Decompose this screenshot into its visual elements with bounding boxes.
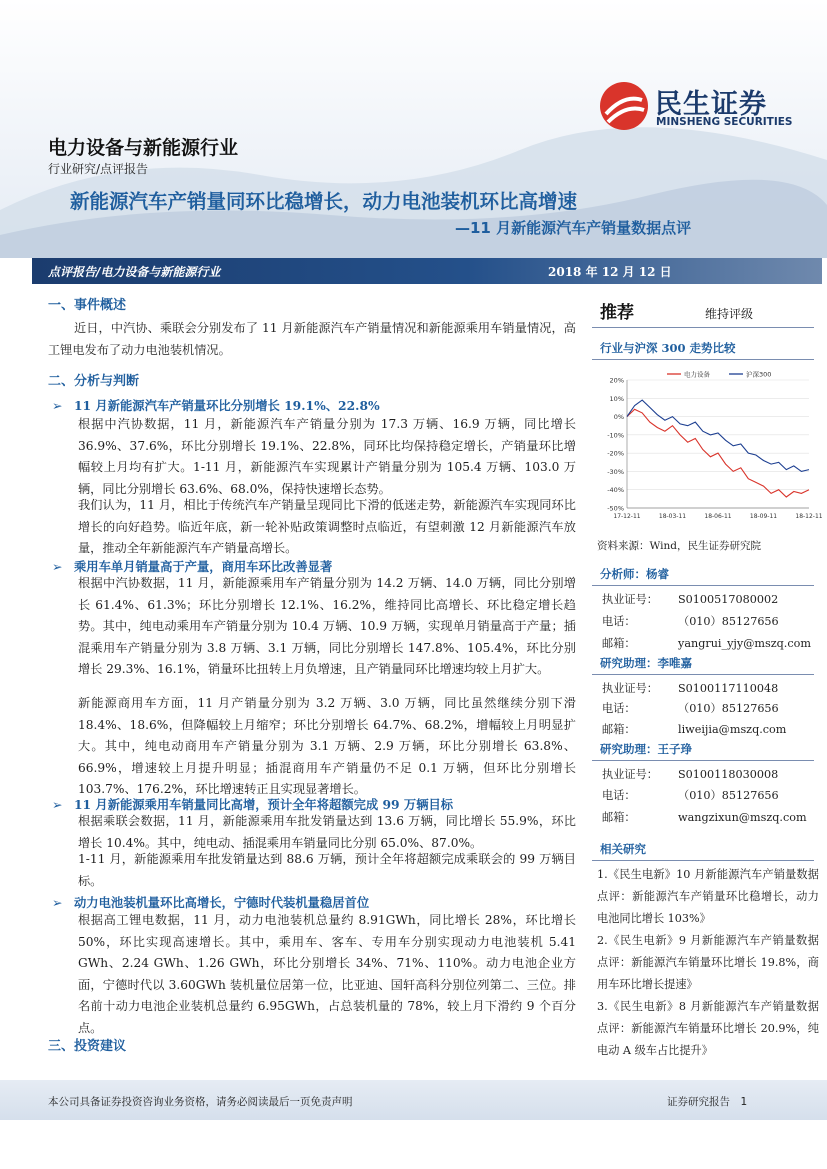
x-tick-label: 18-03-11 [658, 513, 687, 520]
x-tick-label: 18-12-11 [795, 513, 823, 520]
bullet-3-para-1: 根据乘联会数据，11 月，新能源乘用车批发销量达到 13.6 万辆，同比增长 55.9%，环比增长 10.4%。其中，纯电动、插混乘用车销量同比分别 65.0%、87.0%。 [78, 814, 576, 850]
x-tick-label: 18-09-11 [749, 513, 778, 520]
logo-text-en: MINSHENG SECURITIES [656, 116, 793, 128]
related-item[interactable]: 1.《民生电新》10 月新能源汽车产销量数据点评：新能源汽车产销量环比稳增长，动力电池同比增长 103%》 [597, 868, 819, 925]
series-line-沪深300 [627, 400, 809, 471]
related-item[interactable]: 3.《民生电新》8 月新能源汽车产销量数据点评：新能源汽车销量环比增长 20.9%，纯电动 A 级车占比提升》 [597, 1000, 819, 1057]
y-tick-label: -20% [607, 449, 624, 458]
assistant2-license: 执业证号： S0100118030008 [602, 768, 779, 781]
bullet-1-text: 11 月新能源汽车产销量环比分别增长 19.1%、22.8% [74, 398, 380, 413]
section-analysis-title: 二、分析与判断 [48, 374, 140, 389]
rating-note: 维持评级 [705, 307, 754, 321]
bullet-4-text: 动力电池装机量环比高增长，宁德时代装机量稳居首位 [74, 895, 370, 910]
y-tick-label: 0% [613, 413, 624, 422]
chart-grid [627, 380, 809, 508]
section-invest-title: 三、投资建议 [48, 1039, 127, 1054]
bullet-1-para-2: 我们认为，11 月，相比于传统汽车产销量呈现同比下滑的低迷走势，新能源汽车实现同环比增长的向好趋势。临近年底，新一轮补贴政策调整时点临近，有望刺激 12 月新能源汽车放量，推动全年新能源汽车产销量高增长。 [78, 498, 576, 556]
footer-disclaimer: 本公司具备证券投资咨询业务资格，请务必阅读最后一页免责声明 [48, 1096, 353, 1108]
analyst-heading: 分析师：杨睿 [592, 566, 814, 586]
industry-title: 电力设备与新能源行业 [48, 137, 239, 159]
footer-page: 证券研究报告 1 [667, 1096, 748, 1108]
bullet-4-para-1: 根据高工锂电数据，11 月，动力电池装机总量约 8.91GWh，同比增长 28%，环比增长 50%，环比实现高速增长。其中，乘用车、客车、专用车分别实现动力电池装机 5.41 GWh、2.24 GWh、1.26 GWh，环比分别增长 34%、71%、110%。动力电池企业方面，宁德时代以 3.60GWh 装机量位居第一位，比亚迪、国轩高科分别位列第二、三位。排名前十动力电池企业装机总量约 6.95GWh，占总装机量的 78%，较上月下滑约 9 个百分点。 [78, 913, 576, 1035]
report-sub-title: —11 月新能源汽车产销量数据点评 [455, 219, 692, 237]
bullet-1-title [52, 396, 380, 414]
arrow-bullet-icon: ➢ [52, 560, 63, 574]
y-tick-label: -50% [607, 504, 624, 513]
y-tick-label: -30% [607, 467, 624, 476]
chart-series [627, 400, 809, 497]
recommendation: 推荐 [600, 303, 634, 323]
y-tick-label: 10% [609, 394, 624, 403]
y-tick-label: -10% [607, 431, 624, 440]
chart-source: 资料来源：Wind，民生证券研究院 [597, 540, 761, 552]
bullet-4-title [52, 893, 369, 911]
analyst-license: 执业证号： S0100517080002 [602, 593, 779, 606]
y-tick-label: 20% [609, 376, 624, 385]
trend-chart [597, 368, 823, 528]
arrow-bullet-icon: ➢ [52, 399, 63, 413]
arrow-bullet-icon: ➢ [52, 896, 63, 910]
x-tick-label: 18-06-11 [704, 513, 732, 520]
bullet-2-text: 乘用车单月销量高于产量，商用车环比改善显著 [74, 559, 333, 574]
bullet-3-text: 11 月新能源乘用车销量同比高增，预计全年将超额完成 99 万辆目标 [74, 797, 454, 812]
section-event-body: 近日，中汽协、乘联会分别发布了 11 月新能源汽车产销量情况和新能源乘用车销量情况，高工锂电发布了动力电池装机情况。 [48, 321, 576, 357]
y-tick-label: -40% [607, 486, 624, 495]
report-date: 2018 年 12 月 12 日 [548, 265, 672, 279]
chart-y-axis [607, 377, 624, 513]
arrow-bullet-icon: ➢ [52, 798, 63, 812]
assistant2-heading: 研究助理：王子琤 [592, 741, 814, 761]
related-item[interactable]: 2.《民生电新》9 月新能源汽车产销量数据点评：新能源汽车销量环比增长 19.8%，商用车环比增长提速》 [597, 934, 819, 991]
related-heading: 相关研究 [592, 841, 814, 861]
bullet-1-para-1: 根据中汽协数据，11 月，新能源汽车产销量分别为 17.3 万辆、16.9 万辆，同比增长 36.9%、37.6%，环比分别增长 19.1%、22.8%，同环比均保持稳定增长，产销量环比增幅较上月均有扩大。1-11 月，新能源汽车实现累计产销量分别为 105.4 万辆、103.0 万辆，同比分别增长 63.6%、68.0%，保持快速增长态势。 [78, 417, 576, 496]
legend-label: 电力设备 [684, 370, 710, 379]
divider [592, 327, 814, 328]
section-event-title: 一、事件概述 [48, 298, 127, 313]
chart-legend [667, 370, 771, 379]
analyst-phone: 电话： （010）85127656 [602, 615, 779, 628]
report-main-title: 新能源汽车产销量同环比稳增长，动力电池装机环比高增速 [70, 190, 578, 213]
assistant1-heading: 研究助理：李唯嘉 [592, 655, 814, 675]
analyst-email[interactable]: 邮箱： yangrui_yjy@mszq.com [602, 637, 811, 650]
chart-x-axis [613, 513, 822, 520]
assistant2-email[interactable]: 邮箱： wangzixun@mszq.com [602, 811, 807, 824]
report-type: 行业研究/点评报告 [48, 162, 149, 176]
legend-label: 沪深300 [746, 370, 772, 379]
chart-heading: 行业与沪深 300 走势比较 [592, 340, 814, 360]
bullet-2-para-1: 根据中汽协数据，11 月，新能源乘用车产销量分别为 14.2 万辆、14.0 万辆，同比分别增长 61.4%、61.3%；环比分别增长 12.1%、16.2%，维持同比高增长、环比稳定增长趋势。其中，纯电动乘用车产销量分别为 10.4 万辆、10.9 万辆，实现单月销量高于产量；插混乘用车产销量分别为 3.8 万辆、3.1 万辆，同比分别增长 147.8%、105.4%，环比分别增长 29.3%、16.1%，销量环比扭转上月负增速，且产销量同环比增速均较上月扩大。 [78, 576, 576, 677]
bar-category: 点评报告/电力设备与新能源行业 [48, 265, 221, 279]
assistant1-email[interactable]: 邮箱： liweijia@mszq.com [602, 723, 787, 736]
x-tick-label: 17-12-11 [613, 513, 641, 520]
bullet-3-para-2: 1-11 月，新能源乘用车批发销量达到 88.6 万辆，预计全年将超额完成乘联会的 99 万辆目标。 [78, 852, 576, 888]
assistant1-phone: 电话： （010）85127656 [602, 702, 779, 715]
logo-text-cn: 民生证券 [655, 89, 767, 120]
assistant1-license: 执业证号： S0100117110048 [602, 682, 779, 695]
bullet-2-para-2: 新能源商用车方面，11 月产销量分别为 3.2 万辆、3.0 万辆，同比虽然继续分别下滑 18.4%、18.6%，但降幅较上月缩窄；环比分别增长 64.7%、68.2%，增幅较上月明显扩大。其中，纯电动商用车产销量分别为 3.1 万辆、2.9 万辆，环比分别增长 63.8%、66.9%，增速较上月提升明显；插混商用车产销量仍不足 0.1 万辆，但环比分别增长 103.7%、176.2%，环比增速转正且实现显著增长。 [78, 696, 576, 797]
assistant2-phone: 电话： （010）85127656 [602, 789, 779, 802]
